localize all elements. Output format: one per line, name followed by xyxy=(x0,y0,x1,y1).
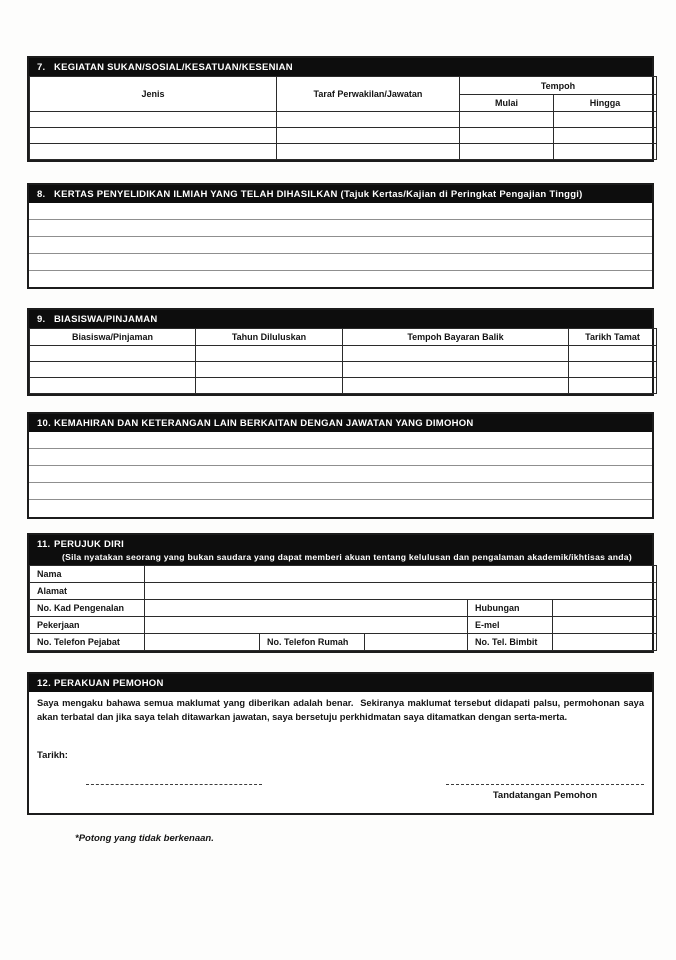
table-row xyxy=(30,128,657,144)
col-header-hingga: Hingga xyxy=(554,95,657,112)
s9-input-cell[interactable] xyxy=(569,346,657,362)
s7-input-cell[interactable] xyxy=(460,144,554,160)
s11-pekerjaan-input[interactable] xyxy=(145,617,468,634)
s11-tel-pejabat-input[interactable] xyxy=(145,634,260,651)
biasiswa-table xyxy=(29,328,657,394)
s8-writing-line[interactable] xyxy=(29,237,652,254)
section9-number: 9. xyxy=(37,313,46,325)
label-tel-rumah: No. Telefon Rumah xyxy=(260,634,365,651)
s9-input-cell[interactable] xyxy=(30,378,196,394)
table-row xyxy=(30,600,657,617)
section12-number: 12. xyxy=(37,677,51,689)
table-row xyxy=(30,617,657,634)
s9-input-cell[interactable] xyxy=(30,362,196,378)
section10-number: 10. xyxy=(37,417,51,429)
s11-alamat-input[interactable] xyxy=(145,583,657,600)
table-row xyxy=(30,378,657,394)
label-tarikh: Tarikh: xyxy=(37,750,68,761)
s10-writing-line[interactable] xyxy=(29,466,652,483)
col-header-tarikh-tamat: Tarikh Tamat xyxy=(569,329,657,346)
table-row xyxy=(30,346,657,362)
label-tandatangan-pemohon: Tandatangan Pemohon xyxy=(492,790,598,801)
footnote-potong: *Potong yang tidak berkenaan. xyxy=(75,833,214,844)
col-header-taraf: Taraf Perwakilan/Jawatan xyxy=(277,77,460,112)
s9-input-cell[interactable] xyxy=(196,346,343,362)
s9-input-cell[interactable] xyxy=(343,346,569,362)
s7-input-cell[interactable] xyxy=(554,144,657,160)
s10-writing-line[interactable] xyxy=(29,449,652,466)
s7-input-cell[interactable] xyxy=(277,128,460,144)
declaration-text: Saya mengaku bahawa semua maklumat yang diberikan adalah benar. Sekiranya maklumat tersebut didapati palsu, permohonan saya akan terbatal dan jika saya telah ditawarkan jawatan, saya bersetuju perkhidmatan saya ditamatkan dengan serta-merta. xyxy=(37,698,644,722)
table-row xyxy=(30,566,657,583)
section-kemahiran xyxy=(27,412,654,519)
s10-writing-line[interactable] xyxy=(29,500,652,517)
s11-tel-rumah-input[interactable] xyxy=(365,634,468,651)
section10-title: KEMAHIRAN DAN KETERANGAN LAIN BERKAITAN DENGAN JAWATAN YANG DIMOHON xyxy=(54,417,474,429)
col-header-tempoh: Tempoh xyxy=(460,77,657,95)
s11-hubungan-input[interactable] xyxy=(553,600,657,617)
section11-header-bar xyxy=(29,535,652,565)
s9-input-cell[interactable] xyxy=(343,362,569,378)
col-header-biasiswa: Biasiswa/Pinjaman xyxy=(30,329,196,346)
signature-line[interactable] xyxy=(446,774,644,785)
section10-header-bar xyxy=(29,414,652,432)
s8-writing-line[interactable] xyxy=(29,254,652,271)
section-perujuk-diri xyxy=(27,533,654,653)
table-row xyxy=(30,634,657,651)
section-biasiswa xyxy=(27,308,654,396)
section11-subtitle: (Sila nyatakan seorang yang bukan saudara yang dapat memberi akuan tentang kelulusan dan pengalaman akademik/ikhtisas anda) xyxy=(62,552,632,562)
section8-header-bar xyxy=(29,185,652,203)
s7-input-cell[interactable] xyxy=(460,112,554,128)
s7-input-cell[interactable] xyxy=(460,128,554,144)
s9-input-cell[interactable] xyxy=(569,362,657,378)
s9-input-cell[interactable] xyxy=(343,378,569,394)
section12-header-bar xyxy=(29,674,652,692)
section-kegiatan xyxy=(27,56,654,162)
s10-writing-line[interactable] xyxy=(29,483,652,500)
section11-number: 11. xyxy=(37,538,51,550)
section7-title: KEGIATAN SUKAN/SOSIAL/KESATUAN/KESENIAN xyxy=(54,61,293,73)
label-alamat: Alamat xyxy=(30,583,145,600)
s7-input-cell[interactable] xyxy=(277,144,460,160)
s9-input-cell[interactable] xyxy=(196,378,343,394)
label-tel-bimbit: No. Tel. Bimbit xyxy=(468,634,553,651)
kegiatan-table xyxy=(29,76,657,160)
s11-no-kad-input[interactable] xyxy=(145,600,468,617)
s10-writing-line[interactable] xyxy=(29,432,652,449)
section-perakuan xyxy=(27,672,654,815)
section8-title: KERTAS PENYELIDIKAN ILMIAH YANG TELAH DIHASILKAN (Tajuk Kertas/Kajian di Peringkat Pengajian Tinggi) xyxy=(54,188,583,200)
s7-input-cell[interactable] xyxy=(30,144,277,160)
col-header-jenis: Jenis xyxy=(30,77,277,112)
section12-title: PERAKUAN PEMOHON xyxy=(54,677,164,689)
s11-nama-input[interactable] xyxy=(145,566,657,583)
section11-title: PERUJUK DIRI xyxy=(54,538,125,550)
s8-writing-line[interactable] xyxy=(29,203,652,220)
table-row xyxy=(30,112,657,128)
s7-input-cell[interactable] xyxy=(277,112,460,128)
label-hubungan: Hubungan xyxy=(468,600,553,617)
label-pekerjaan: Pekerjaan xyxy=(30,617,145,634)
s11-emel-input[interactable] xyxy=(553,617,657,634)
s7-input-cell[interactable] xyxy=(30,112,277,128)
section7-header-bar xyxy=(29,58,652,76)
s8-writing-line[interactable] xyxy=(29,220,652,237)
s7-input-cell[interactable] xyxy=(554,112,657,128)
table-row xyxy=(30,144,657,160)
date-line[interactable] xyxy=(86,774,262,785)
label-nama: Nama xyxy=(30,566,145,583)
section7-number: 7. xyxy=(37,61,46,73)
section8-number: 8. xyxy=(37,188,46,200)
s8-writing-line[interactable] xyxy=(29,271,652,288)
label-no-kad-pengenalan: No. Kad Pengenalan xyxy=(30,600,145,617)
section-kertas-penyelidikan xyxy=(27,183,654,289)
section9-title: BIASISWA/PINJAMAN xyxy=(54,313,158,325)
s7-input-cell[interactable] xyxy=(554,128,657,144)
label-emel: E-mel xyxy=(468,617,553,634)
s9-input-cell[interactable] xyxy=(30,346,196,362)
section9-header-bar xyxy=(29,310,652,328)
s11-tel-bimbit-input[interactable] xyxy=(553,634,657,651)
s7-input-cell[interactable] xyxy=(30,128,277,144)
col-header-mulai: Mulai xyxy=(460,95,554,112)
perujuk-table xyxy=(29,565,657,651)
table-row xyxy=(30,583,657,600)
label-tel-pejabat: No. Telefon Pejabat xyxy=(30,634,145,651)
s9-input-cell[interactable] xyxy=(569,378,657,394)
s9-input-cell[interactable] xyxy=(196,362,343,378)
col-header-tempoh-bayaran: Tempoh Bayaran Balik xyxy=(343,329,569,346)
col-header-tahun: Tahun Diluluskan xyxy=(196,329,343,346)
table-row xyxy=(30,362,657,378)
